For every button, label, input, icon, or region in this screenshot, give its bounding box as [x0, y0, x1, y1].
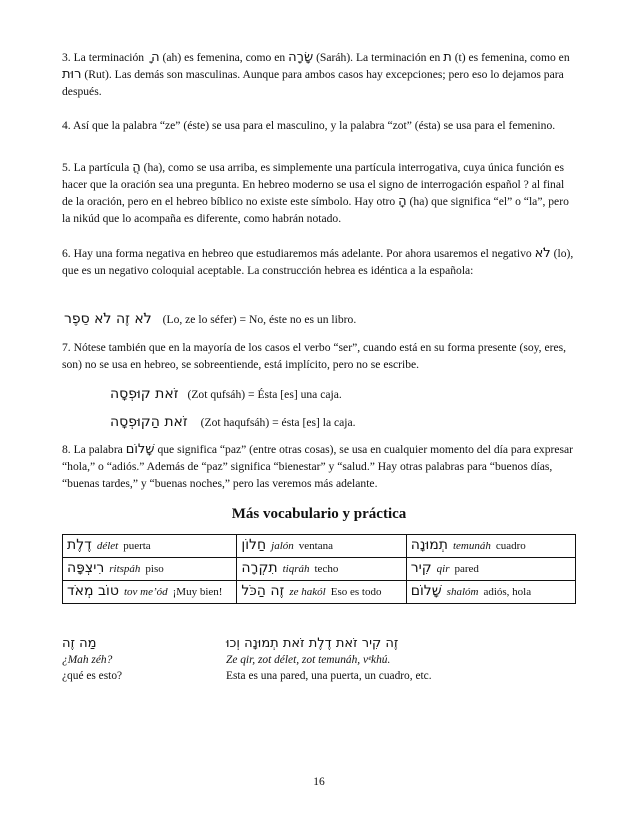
paragraph-3: [62, 49, 574, 100]
vocab-transliteration: tiqráh: [282, 563, 310, 575]
p5-hebrew-interrogative-ha: הֲ: [132, 160, 141, 175]
vocab-hebrew: תִקְרָה: [241, 560, 278, 576]
example-zot-haqufsah: [110, 414, 356, 431]
vocab-hebrew: רִיצְפָּה: [67, 560, 105, 576]
vocab-transliteration: ze hakól: [289, 586, 326, 598]
p3-hebrew-ah-ending: ה ָ: [147, 50, 160, 65]
vocab-hebrew: קִיר: [410, 560, 432, 576]
example-2-hebrew: זֹאת קוּפְסָה: [110, 386, 179, 402]
answer-hebrew: זֶה קִיר זֹאת דֶלֶת זֹאת תְמוּנָה וְכוּ: [226, 636, 399, 651]
vocab-cell: [63, 535, 237, 558]
table-row: [63, 535, 576, 558]
vocab-hebrew: זֶה הַכֹּל: [241, 583, 285, 599]
vocab-meaning: Eso es todo: [330, 586, 382, 598]
p3-text-e: (Rut). Las demás son masculinas. Aunque para ambos casos hay excepciones; pero eso lo dejamos para después.: [62, 68, 564, 98]
vocab-hebrew: שָׁלוֹם: [410, 583, 442, 599]
example-3-hebrew: זֹאת הַקוּפְסָה: [110, 414, 188, 430]
vocabulary-table: [62, 534, 576, 604]
vocab-meaning: ¡Muy bien!: [172, 586, 223, 598]
p8-hebrew-shalom: שָׁלוֹם: [125, 442, 155, 457]
table-row: [63, 581, 576, 604]
p8-text-a: 8. La palabra: [62, 443, 123, 456]
vocab-hebrew: דֶלֶת: [67, 537, 92, 553]
example-1-hebrew: לֹא זֶה לֹא סֵפֶר: [64, 311, 152, 327]
example-1-translation: (Lo, ze lo séfer) = No, éste no es un libro.: [162, 313, 357, 326]
example-2-translation: (Zot qufsáh) = Ésta [es] una caja.: [187, 388, 342, 401]
p3-hebrew-tav: ת: [443, 50, 452, 65]
vocab-meaning: piso: [145, 563, 164, 575]
vocab-meaning: adiós, hola: [483, 586, 532, 598]
vocab-cell: [63, 558, 237, 581]
question-meaning: ¿qué es esto?: [62, 670, 123, 682]
p5-hebrew-article-ha: הָ: [398, 194, 407, 209]
p3-text-a: 3. La terminación: [62, 51, 145, 64]
vocab-cell: [406, 558, 575, 581]
vocab-transliteration: shalóm: [446, 586, 479, 598]
vocab-hebrew: תְמוּנָה: [410, 537, 448, 553]
vocab-transliteration: jalón: [271, 540, 294, 552]
p5-text-a: 5. La partícula: [62, 161, 130, 174]
vocab-cell: [237, 558, 406, 581]
p3-hebrew-rut: רוּת: [62, 67, 82, 82]
vocab-meaning: techo: [314, 563, 339, 575]
p6-text-b: (lo), que es un negativo coloquial aceptable. La construcción hebrea es idéntica a la española:: [62, 247, 574, 277]
paragraph-8: [62, 441, 574, 492]
p3-text-b: (ah) es femenina, como en: [162, 51, 286, 64]
p8-text-b: que significa “paz” (entre otras cosas), se usa en cualquier momento del día para expresar “hola,” o “adiós.” Además de “paz” significa “bienestar” y “salud.” Hay otras palabras para “buenos días, “buenas tardes,” y “buenas noches,” pero las veremos más adelante.: [62, 443, 574, 490]
conversation-answer: [226, 636, 432, 684]
paragraph-7: 7. Nótese también que en la mayoría de los casos el verbo “ser”, cuando está en su forma presente (soy, eres, son) no se usa en hebreo, se sobreentiende, está implícito, pero no se escribe.: [62, 341, 567, 371]
conversation-question: [62, 636, 122, 684]
page-number: 16: [313, 776, 325, 788]
table-row: [63, 558, 576, 581]
vocab-cell: [237, 581, 406, 604]
vocab-hebrew: טוֹב מְאֹד: [67, 583, 119, 599]
p3-text-d: (t) es femenina, como en: [454, 51, 570, 64]
p6-text-a: 6. Hay una forma negativa en hebreo que estudiaremos más adelante. Por ahora usaremos el negativo: [62, 247, 532, 260]
vocab-meaning: cuadro: [495, 540, 526, 552]
vocab-meaning: puerta: [123, 540, 151, 552]
vocab-transliteration: délet: [96, 540, 119, 552]
question-hebrew: מַה זֶה: [62, 636, 97, 651]
example-zot-qufsah: [110, 386, 342, 403]
vocab-meaning: pared: [454, 563, 479, 575]
vocab-cell: [63, 581, 237, 604]
paragraph-6: [62, 245, 574, 279]
vocab-meaning: ventana: [298, 540, 333, 552]
vocab-transliteration: qir: [436, 563, 450, 575]
section-heading: Más vocabulario y práctica: [231, 506, 407, 522]
vocab-transliteration: tov me’ód: [123, 586, 168, 598]
p3-text-c: (Saráh). La terminación en: [316, 51, 441, 64]
vocab-cell: [406, 535, 575, 558]
paragraph-4: 4. Así que la palabra “ze” (éste) se usa para el masculino, y la palabra “zot” (ésta) se usa para el femenino.: [62, 119, 556, 132]
answer-meaning: Esta es una pared, una puerta, un cuadro, etc.: [226, 670, 432, 682]
p6-hebrew-lo: לֹא: [534, 246, 551, 261]
vocab-hebrew: חַלוֹן: [241, 537, 267, 553]
p5-text-c: (ha) que significa “el” o “la”, pero la nikúd que lo acompaña es diferente, como habrán notado.: [62, 195, 569, 225]
answer-transliteration: Ze qir, zot délet, zot temunáh, vᵉkhú.: [226, 654, 391, 666]
vocab-transliteration: temunáh: [452, 540, 491, 552]
vocab-cell: [406, 581, 575, 604]
p3-hebrew-sarah: שָׂרָה: [288, 50, 314, 65]
paragraph-5: [62, 159, 574, 227]
example-lo-ze-lo-sefer: [64, 311, 356, 328]
vocab-transliteration: ritspáh: [109, 563, 141, 575]
question-transliteration: ¿Mah zéh?: [62, 654, 113, 666]
example-3-translation: (Zot haqufsáh) = ésta [es] la caja.: [200, 416, 356, 429]
vocab-cell: [237, 535, 406, 558]
p5-text-b: (ha), como se usa arriba, es simplemente una partícula interrogativa, cuya única función es hacer que la oración sea una pregunta. En hebreo moderno se usa el signo de interrogación español ? al final de la oración, pero en el hebreo bíblico no existe este símbolo. Hay otro: [62, 161, 565, 208]
